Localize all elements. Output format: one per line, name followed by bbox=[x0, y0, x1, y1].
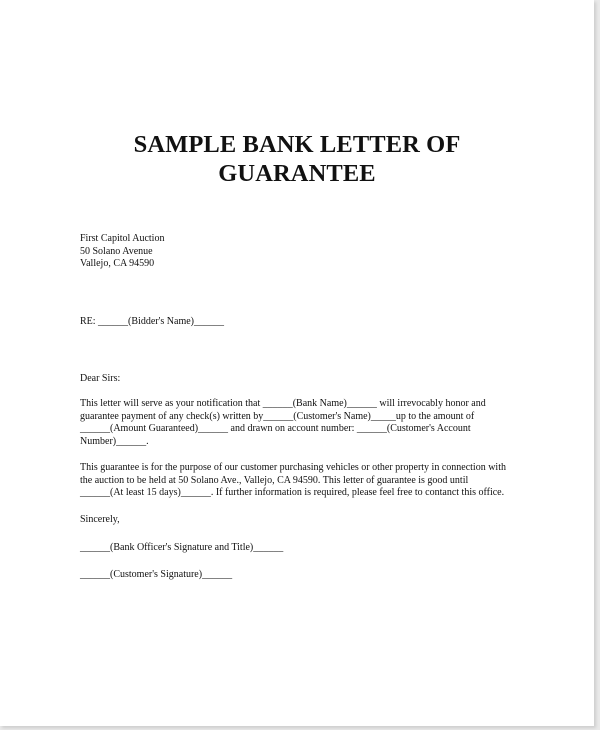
paragraph-line: This letter will serve as your notification that ______(Bank Name)______ will irrevocably honor and bbox=[80, 398, 486, 409]
paragraph-line: guarantee payment of any check(s) written by______(Customer's Name)_____up to the amount of bbox=[80, 410, 475, 422]
document-title-line-2: GUARANTEE bbox=[218, 160, 376, 187]
address-name: First Capitol Auction bbox=[80, 233, 165, 244]
paragraph-notification bbox=[80, 398, 535, 448]
bank-signature-line: ______(Bank Officer's Signature and Title)______ bbox=[80, 542, 284, 553]
paragraph-line: ______(Amount Guaranteed)______ and drawn on account number: ______(Customer's Account bbox=[80, 423, 471, 434]
address-city: Vallejo, CA 94590 bbox=[80, 258, 155, 269]
paragraph-purpose bbox=[80, 462, 535, 500]
customer-signature-line: ______(Customer's Signature)______ bbox=[80, 569, 233, 580]
recipient-address bbox=[80, 233, 535, 271]
paragraph-line: This guarantee is for the purpose of our customer purchasing vehicles or other property in connection with bbox=[80, 462, 506, 473]
paragraph-line: Number)______. bbox=[80, 435, 149, 447]
paragraph-line: the auction to be held at 50 Solano Ave., Vallejo, CA 94590. This letter of guarantee is good until bbox=[80, 474, 469, 486]
salutation: Dear Sirs: bbox=[80, 373, 121, 384]
address-street: 50 Solano Avenue bbox=[80, 245, 153, 257]
document-title-line-1: SAMPLE BANK LETTER OF bbox=[133, 131, 461, 158]
re-line: RE: ______(Bidder's Name)______ bbox=[80, 316, 225, 327]
closing: Sincerely, bbox=[80, 514, 120, 525]
paragraph-line: ______(At least 15 days)______. If further information is required, please feel free to contanct this office. bbox=[80, 487, 505, 498]
